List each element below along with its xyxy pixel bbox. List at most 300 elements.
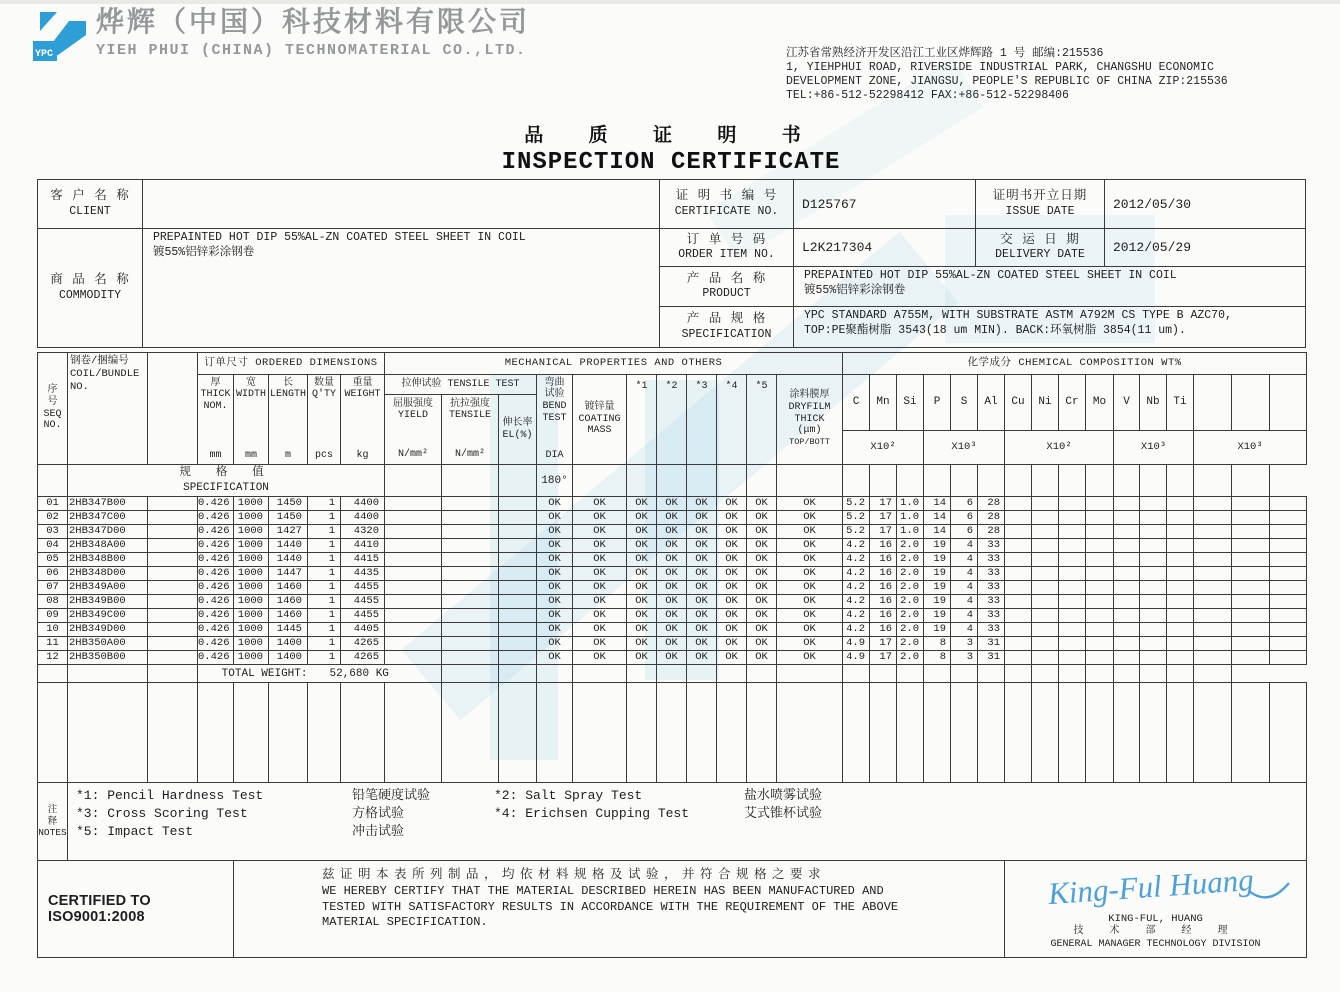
cell-thick: 0.426: [198, 525, 234, 539]
cell-bend: OK: [537, 623, 573, 637]
cell-s5: OK: [747, 651, 777, 665]
cell-qty: 1: [308, 567, 341, 581]
note-5-cn: 冲击试验: [352, 823, 405, 839]
cell-width: 1000: [234, 651, 269, 665]
cell-thick: 0.426: [198, 623, 234, 637]
cell-tensile: [442, 539, 499, 553]
spec-cell: [1232, 465, 1270, 497]
total-cell: [148, 665, 198, 683]
cell-bend: OK: [537, 637, 573, 651]
product-spec-label-en: SPECIFICATION: [681, 327, 772, 341]
cell-s4: OK: [717, 553, 747, 567]
cell-ni: [1032, 539, 1059, 553]
cell-s2: OK: [657, 567, 687, 581]
product-spec-value-line1: YPC STANDARD A755M, WITH SUBSTRATE ASTM A792M CS TYPE B AZC70,: [804, 309, 1232, 322]
cell-yield: [385, 553, 442, 567]
cell-yield: [385, 609, 442, 623]
cell-si: 1.0: [897, 525, 924, 539]
coil-header-en1: COIL/BUNDLE: [70, 368, 140, 381]
cell-coating: OK: [573, 497, 627, 511]
cell-e2: [1232, 651, 1270, 665]
cell-s3: OK: [687, 623, 717, 637]
product-value-en: PREPAINTED HOT DIP 55%AL-ZN COATED STEEL SHEET IN COIL: [804, 269, 1177, 282]
cell-length: 1447: [269, 567, 308, 581]
cell-mo: [1086, 567, 1114, 581]
cell-coating: OK: [573, 581, 627, 595]
certificate-no-label: [660, 180, 794, 229]
cell-s3: OK: [687, 553, 717, 567]
cell-s1: OK: [627, 609, 657, 623]
cell-e2: [1232, 623, 1270, 637]
cell-seq: 11: [38, 637, 68, 651]
cell-s3: OK: [687, 651, 717, 665]
col-header-dryfilm: 涂料膜厚 DRYFILM THICK (μm) TOP/BOTT: [777, 375, 843, 465]
product-spec-label: [660, 307, 794, 348]
commodity-value-en: PREPAINTED HOT DIP 55%AL-ZN COATED STEEL SHEET IN COIL: [153, 231, 526, 244]
cell-cu: [1005, 567, 1032, 581]
cell-mn: 17: [870, 651, 897, 665]
notes-label-en: NOTES: [38, 827, 67, 839]
cell-dryfilm: OK: [777, 623, 843, 637]
cell-s2: OK: [657, 525, 687, 539]
cell-length: 1460: [269, 581, 308, 595]
cell-qty: 1: [308, 651, 341, 665]
cell-al: 33: [978, 553, 1005, 567]
cell-tensile: [442, 553, 499, 567]
cell-blank: [148, 595, 198, 609]
cell-coating: OK: [573, 637, 627, 651]
group-header-tensile-test: 拉伸试验 TENSILE TEST: [385, 375, 537, 395]
signer-title-cn: 技 术 部 经 理: [1073, 926, 1238, 938]
multiplier-v-nb-ti: X10³: [1114, 431, 1194, 465]
total-cell: [68, 665, 148, 683]
total-cell: [747, 665, 777, 683]
cell-length: 1450: [269, 511, 308, 525]
cell-mo: [1086, 581, 1114, 595]
cell-bend: OK: [537, 497, 573, 511]
col-header-seq: [38, 353, 68, 465]
signer-name: KING-FUL, HUANG: [1108, 913, 1203, 925]
cell-dryfilm: OK: [777, 539, 843, 553]
cell-al: 33: [978, 623, 1005, 637]
cell-s: 4: [951, 595, 978, 609]
cell-p: 8: [924, 651, 951, 665]
cell-ni: [1032, 567, 1059, 581]
cell-mo: [1086, 637, 1114, 651]
product-label: [660, 267, 794, 307]
cell-s1: OK: [627, 511, 657, 525]
cell-ni: [1032, 553, 1059, 567]
cell-blank: [148, 637, 198, 651]
cell-e1: [1194, 581, 1232, 595]
note-empty: [494, 824, 744, 841]
cell-v: [1114, 525, 1140, 539]
cell-mn: 17: [870, 497, 897, 511]
cell-thick: 0.426: [198, 539, 234, 553]
cell-coil: 2HB347B00: [68, 497, 148, 511]
company-name-cn: 烨辉（中国）科技材料有限公司: [96, 9, 531, 40]
cell-coil: 2HB350A00: [68, 637, 148, 651]
cell-thick: 0.426: [198, 609, 234, 623]
cell-ni: [1032, 651, 1059, 665]
cell-nb: [1140, 539, 1167, 553]
total-cell: [657, 665, 687, 683]
cell-weight: 4400: [341, 497, 385, 511]
company-logo: [26, 8, 92, 69]
total-cell: [777, 665, 843, 683]
cell-seq: 08: [38, 595, 68, 609]
cell-si: 2.0: [897, 553, 924, 567]
certificate-no-label-cn: 证 明 书 编 号: [675, 189, 778, 203]
cell-s2: OK: [657, 637, 687, 651]
cell-coating: OK: [573, 595, 627, 609]
filler-cell: [1232, 683, 1270, 783]
cell-s4: OK: [717, 539, 747, 553]
cell-dryfilm: OK: [777, 651, 843, 665]
cell-nb: [1140, 609, 1167, 623]
cell-el: [499, 553, 537, 567]
cell-s1: OK: [627, 651, 657, 665]
spec-cell: [978, 465, 1005, 497]
cell-el: [499, 623, 537, 637]
cell-ti: [1167, 567, 1194, 581]
cell-e3: [1270, 553, 1307, 567]
cell-s2: OK: [657, 581, 687, 595]
product-value: [794, 267, 1306, 307]
cell-ti: [1167, 553, 1194, 567]
order-no-label-en: ORDER ITEM NO.: [678, 248, 775, 262]
product-value-cn: 镀55%铝锌彩涂钢卷: [804, 283, 906, 297]
delivery-date-label-en: DELIVERY DATE: [995, 248, 1085, 262]
cell-ti: [1167, 595, 1194, 609]
cell-yield: [385, 567, 442, 581]
total-cell: [1005, 665, 1032, 683]
cell-s1: OK: [627, 525, 657, 539]
col-header-weight: 重量 WEIGHT kg: [341, 375, 385, 465]
cell-e1: [1194, 595, 1232, 609]
cell-tensile: [442, 623, 499, 637]
col-header-element-s: S: [951, 375, 978, 431]
col-header-element-mo: Mo: [1086, 375, 1114, 431]
col-header-bend-test: 弯曲 试验 BEND TEST DIA: [537, 375, 573, 465]
empty-filler-row: [38, 683, 1307, 783]
total-cell: [1032, 665, 1059, 683]
cell-thick: 0.426: [198, 651, 234, 665]
cell-s5: OK: [747, 497, 777, 511]
cell-e1: [1194, 609, 1232, 623]
cell-ni: [1032, 609, 1059, 623]
cell-s3: OK: [687, 637, 717, 651]
cell-bend: OK: [537, 609, 573, 623]
cell-s: 4: [951, 567, 978, 581]
cell-cr: [1059, 609, 1086, 623]
spec-cell: [1194, 465, 1232, 497]
filler-cell: [68, 683, 148, 783]
cell-s: 6: [951, 525, 978, 539]
cell-v: [1114, 623, 1140, 637]
table-row: [38, 553, 1307, 567]
total-cell: [499, 665, 537, 683]
cell-s: 4: [951, 553, 978, 567]
cell-qty: 1: [308, 637, 341, 651]
cell-yield: [385, 511, 442, 525]
col-header-star2: *2: [657, 375, 687, 465]
cell-e3: [1270, 623, 1307, 637]
cell-coating: OK: [573, 567, 627, 581]
cell-p: 19: [924, 623, 951, 637]
cell-mo: [1086, 511, 1114, 525]
cell-seq: 01: [38, 497, 68, 511]
cell-width: 1000: [234, 637, 269, 651]
spec-cell: [951, 465, 978, 497]
signer-title-en: GENERAL MANAGER TECHNOLOGY DIVISION: [1050, 938, 1261, 950]
cell-s2: OK: [657, 511, 687, 525]
cell-c: 5.2: [843, 511, 870, 525]
cell-si: 2.0: [897, 567, 924, 581]
cell-ni: [1032, 511, 1059, 525]
filler-cell: [1032, 683, 1059, 783]
filler-cell: [1140, 683, 1167, 783]
cell-bend: OK: [537, 651, 573, 665]
table-row: [38, 623, 1307, 637]
col-header-element-p: P: [924, 375, 951, 431]
col-header-blank: [148, 353, 198, 465]
filler-cell: [573, 683, 627, 783]
coil-header-cn: 钢卷/捆编号: [70, 355, 129, 367]
certification-statement-en1: WE HEREBY CERTIFY THAT THE MATERIAL DESCRIBED HEREIN HAS BEEN MANUFACTURED AND: [322, 884, 884, 899]
cell-s4: OK: [717, 497, 747, 511]
notes-row: [38, 783, 1307, 861]
table-row: [38, 581, 1307, 595]
cell-mo: [1086, 595, 1114, 609]
cell-coating: OK: [573, 553, 627, 567]
total-cell: [38, 665, 68, 683]
cell-tensile: [442, 651, 499, 665]
cell-el: [499, 651, 537, 665]
order-no-label-cn: 订 单 号 码: [686, 232, 767, 247]
client-label-en: CLIENT: [69, 204, 111, 218]
cell-si: 2.0: [897, 595, 924, 609]
cell-e1: [1194, 567, 1232, 581]
total-cell: [843, 665, 870, 683]
cell-coil: 2HB348D00: [68, 567, 148, 581]
cell-nb: [1140, 637, 1167, 651]
cell-p: 8: [924, 637, 951, 651]
cell-e3: [1270, 567, 1307, 581]
cell-e1: [1194, 525, 1232, 539]
cell-s5: OK: [747, 581, 777, 595]
spec-bend-value: 180°: [537, 465, 573, 497]
filler-cell: [1005, 683, 1032, 783]
cell-seq: 03: [38, 525, 68, 539]
certification-row: [38, 861, 1307, 958]
note-1-cn: 铅笔硬度试验: [352, 788, 431, 803]
commodity-value-cn: 镀55%铝锌彩涂钢卷: [153, 245, 255, 259]
cell-weight: 4265: [341, 637, 385, 651]
cell-s4: OK: [717, 511, 747, 525]
cell-el: [499, 595, 537, 609]
cell-seq: 04: [38, 539, 68, 553]
cell-length: 1427: [269, 525, 308, 539]
product-label-en: PRODUCT: [702, 287, 751, 301]
cell-si: 2.0: [897, 539, 924, 553]
cell-s4: OK: [717, 525, 747, 539]
cell-c: 5.2: [843, 497, 870, 511]
delivery-date-label: [976, 229, 1105, 267]
total-cell: [897, 665, 924, 683]
cell-yield: [385, 497, 442, 511]
spec-cell: [573, 465, 627, 497]
certificate-no-value: D125767: [794, 180, 976, 229]
cell-c: 4.9: [843, 637, 870, 651]
cell-mn: 16: [870, 623, 897, 637]
cell-coil: 2HB348A00: [68, 539, 148, 553]
cell-mn: 16: [870, 567, 897, 581]
cell-coating: OK: [573, 511, 627, 525]
cell-coil: 2HB349A00: [68, 581, 148, 595]
col-header-length: 长 LENGTH m: [269, 375, 308, 465]
total-cell: [687, 665, 717, 683]
cell-mn: 16: [870, 553, 897, 567]
notes-label-cn1: 注: [47, 804, 58, 816]
cell-p: 19: [924, 609, 951, 623]
certification-statement: [234, 861, 1005, 958]
cell-ni: [1032, 581, 1059, 595]
cell-blank: [148, 581, 198, 595]
cell-weight: 4455: [341, 581, 385, 595]
table-row: [38, 637, 1307, 651]
filler-cell: [234, 683, 269, 783]
cell-c: 4.2: [843, 567, 870, 581]
cell-dryfilm: OK: [777, 567, 843, 581]
company-address: [786, 47, 1228, 103]
cell-e2: [1232, 609, 1270, 623]
cell-cr: [1059, 623, 1086, 637]
cell-cu: [1005, 609, 1032, 623]
total-cell: [627, 665, 657, 683]
cell-yield: [385, 595, 442, 609]
cell-e3: [1270, 637, 1307, 651]
total-cell: [924, 665, 951, 683]
cell-c: 4.2: [843, 553, 870, 567]
cell-e1: [1194, 637, 1232, 651]
document-title: [37, 120, 1305, 176]
cell-ti: [1167, 581, 1194, 595]
cell-bend: OK: [537, 525, 573, 539]
cell-s4: OK: [717, 581, 747, 595]
cell-qty: 1: [308, 595, 341, 609]
cell-blank: [148, 609, 198, 623]
cell-mn: 17: [870, 511, 897, 525]
cell-s2: OK: [657, 553, 687, 567]
filler-cell: [870, 683, 897, 783]
cell-s4: OK: [717, 609, 747, 623]
cell-coil: 2HB349B00: [68, 595, 148, 609]
cell-el: [499, 511, 537, 525]
col-header-element-blank3: [1270, 375, 1307, 431]
cell-width: 1000: [234, 525, 269, 539]
cell-weight: 4320: [341, 525, 385, 539]
cell-cu: [1005, 637, 1032, 651]
cell-tensile: [442, 581, 499, 595]
col-header-element-mn: Mn: [870, 375, 897, 431]
cell-s2: OK: [657, 651, 687, 665]
info-table: [37, 179, 1306, 348]
filler-cell: [38, 683, 68, 783]
cell-width: 1000: [234, 609, 269, 623]
address-line-en1: 1, YIEHPHUI ROAD, RIVERSIDE INDUSTRIAL PARK, CHANGSHU ECONOMIC: [786, 61, 1214, 75]
note-4-en: *4: Erichsen Cupping Test: [494, 805, 690, 821]
cell-cr: [1059, 511, 1086, 525]
cell-p: 19: [924, 595, 951, 609]
cell-e2: [1232, 497, 1270, 511]
cell-blank: [148, 567, 198, 581]
filler-cell: [777, 683, 843, 783]
total-cell: [1086, 665, 1114, 683]
cell-ti: [1167, 637, 1194, 651]
cell-bend: OK: [537, 539, 573, 553]
spec-cell: [385, 465, 442, 497]
cell-ti: [1167, 623, 1194, 637]
cell-al: 31: [978, 637, 1005, 651]
client-value: [143, 180, 660, 229]
delivery-date-value: 2012/05/29: [1105, 229, 1306, 267]
col-header-element-blank1: [1194, 375, 1232, 431]
cell-mo: [1086, 525, 1114, 539]
cell-mn: 16: [870, 595, 897, 609]
cell-ti: [1167, 539, 1194, 553]
address-line-cn: 江苏省常熟经济开发区沿江工业区烨辉路 1 号 邮编:215536: [786, 47, 1104, 60]
cell-seq: 10: [38, 623, 68, 637]
commodity-label: [38, 229, 143, 348]
cell-e1: [1194, 497, 1232, 511]
cell-el: [499, 581, 537, 595]
cell-s2: OK: [657, 609, 687, 623]
cell-s5: OK: [747, 609, 777, 623]
filler-cell: [951, 683, 978, 783]
cell-s5: OK: [747, 623, 777, 637]
spec-row-seq-cell: [38, 465, 68, 497]
spec-cell: [924, 465, 951, 497]
cell-s2: OK: [657, 497, 687, 511]
cell-coating: OK: [573, 525, 627, 539]
spec-cell: [687, 465, 717, 497]
cell-el: [499, 525, 537, 539]
cell-v: [1114, 637, 1140, 651]
cell-al: 33: [978, 567, 1005, 581]
spec-cell: [627, 465, 657, 497]
col-header-qty: 数量 Q'TY pcs: [308, 375, 341, 465]
cell-bend: OK: [537, 553, 573, 567]
spec-cell: [870, 465, 897, 497]
cell-p: 19: [924, 567, 951, 581]
cell-ni: [1032, 595, 1059, 609]
cell-s: 6: [951, 497, 978, 511]
order-no-label: [660, 229, 794, 267]
cell-ti: [1167, 609, 1194, 623]
cell-mn: 16: [870, 581, 897, 595]
cell-al: 33: [978, 595, 1005, 609]
col-header-element-cr: Cr: [1059, 375, 1086, 431]
cell-weight: 4400: [341, 511, 385, 525]
seq-header-en2: NO.: [43, 420, 62, 432]
total-cell: [442, 665, 499, 683]
seq-header-cn1: 序: [47, 384, 58, 396]
cell-cr: [1059, 525, 1086, 539]
cell-si: 2.0: [897, 637, 924, 651]
cell-s: 3: [951, 637, 978, 651]
delivery-date-label-cn: 交 运 日 期: [1000, 232, 1080, 247]
